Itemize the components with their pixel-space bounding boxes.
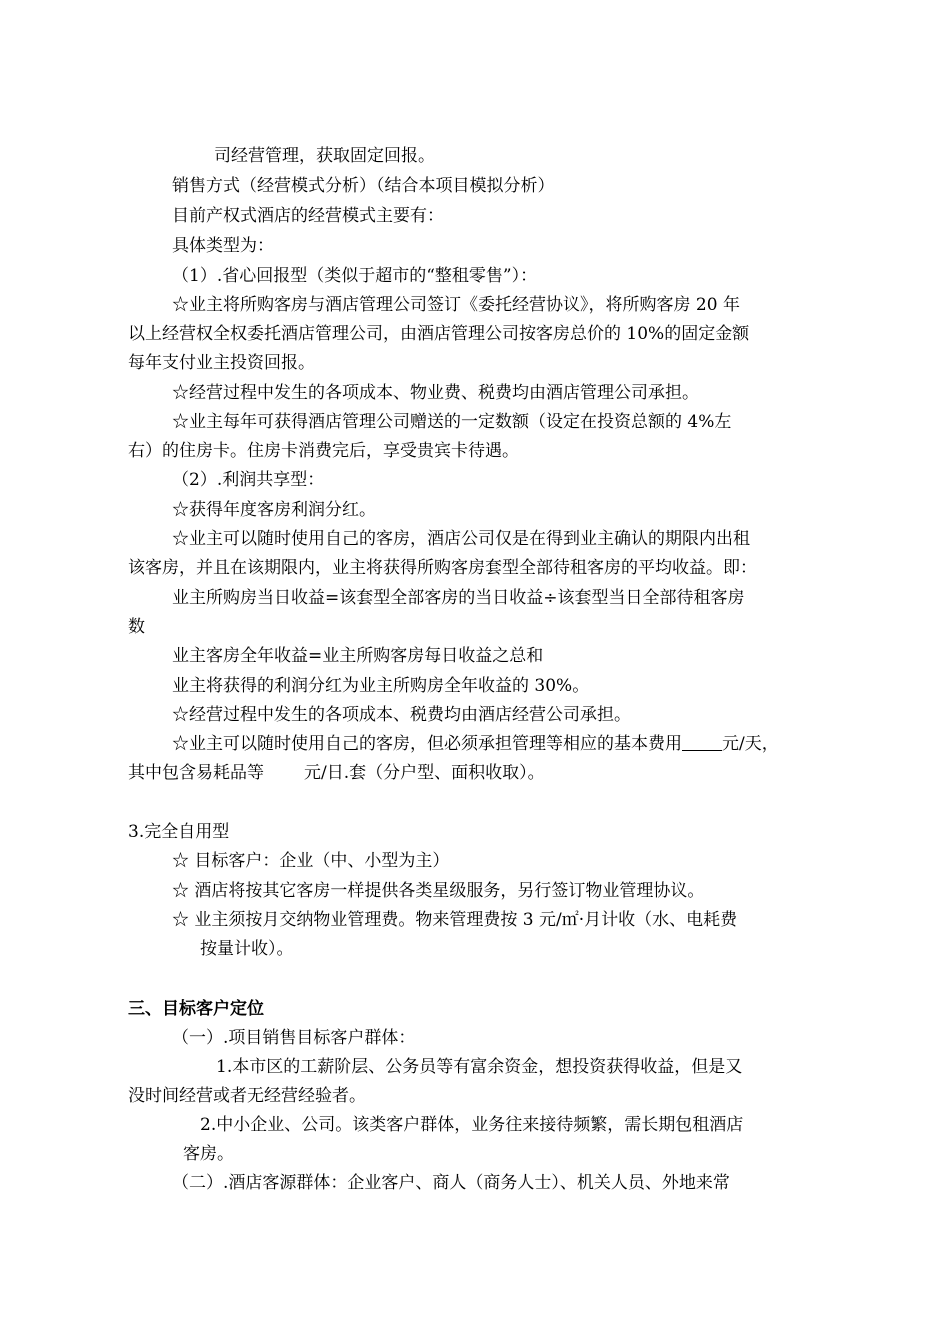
text-line: 业主客房全年收益=业主所购客房每日收益之总和 [172, 646, 544, 666]
text-line: 2.中小企业、公司。该类客户群体，业务往来接待频繁，需长期包租酒店 [200, 1115, 744, 1135]
subsection-heading: （二）.酒店客源群体：企业客户、商人（商务人士）、机关人员、外地来常 [172, 1173, 730, 1193]
text-line: 目前产权式酒店的经营模式主要有： [172, 206, 444, 226]
text-line: ☆获得年度客房利润分红。 [172, 500, 376, 520]
text-fragment: 其中包含易耗品等 [128, 763, 264, 783]
list-item: ☆ 业主须按月交纳物业管理费。物来管理费按 3 元/㎡·月计收（水、电耗费 [172, 910, 738, 930]
text-line: 该客房，并且在该期限内，业主将获得所购客房套型全部待租客房的平均收益。即： [128, 558, 757, 578]
text-line: ☆经营过程中发生的各项成本、物业费、税费均由酒店管理公司承担。 [172, 383, 699, 403]
text-line: 按量计收）。 [200, 939, 294, 959]
text-line: ☆业主可以随时使用自己的客房，酒店公司仅是在得到业主确认的期限内出租 [172, 529, 750, 549]
text-line: 右）的住房卡。住房卡消费完后，享受贵宾卡待遇。 [128, 441, 519, 461]
text-fragment: 元/天， [722, 734, 779, 754]
text-line: 数 [128, 617, 145, 637]
text-line: 客房。 [183, 1144, 234, 1164]
text-line: 具体类型为： [172, 236, 274, 256]
subsection-heading: （一）.项目销售目标客户群体： [172, 1028, 416, 1048]
text-line: 销售方式（经营模式分析）（结合本项目模拟分析） [172, 176, 555, 196]
text-line: 没时间经营或者无经营经验者。 [128, 1086, 366, 1106]
text-line: 1.本市区的工薪阶层、公务员等有富余资金，想投资获得收益，但是又 [216, 1057, 743, 1077]
text-line: 司经营管理，获取固定回报。 [214, 146, 435, 166]
fill-in-blank [682, 734, 722, 751]
list-item: ☆ 目标客户：企业（中、小型为主） [172, 851, 450, 871]
text-line: 以上经营权全权委托酒店管理公司，由酒店管理公司按客房总价的 10%的固定金额 [128, 324, 750, 344]
text-fragment: ☆业主可以随时使用自己的客房，但必须承担管理等相应的基本费用 [172, 734, 682, 754]
text-line: 每年支付业主投资回报。 [128, 353, 315, 373]
text-line: ☆业主每年可获得酒店管理公司赠送的一定数额（设定在投资总额的 4%左 [172, 412, 732, 432]
text-line: ☆经营过程中发生的各项成本、税费均由酒店经营公司承担。 [172, 705, 631, 725]
text-line: 业主所购房当日收益=该套型全部客房的当日收益÷该套型当日全部待租客房 [172, 588, 745, 608]
text-line [128, 761, 545, 785]
text-line: 业主将获得的利润分红为业主所购房全年收益的 30%。 [172, 676, 590, 696]
subsection-heading: （1）.省心回报型（类似于超市的“整租零售”）： [172, 266, 538, 286]
section-heading: 三、目标客户定位 [128, 999, 264, 1019]
text-fragment: 元/日.套（分户型、面积收取）。 [304, 763, 545, 783]
text-line: ☆业主将所购客房与酒店管理公司签订《委托经营协议》，将所购客房 20 年 [172, 295, 740, 315]
subsection-heading: （2）.利润共享型： [172, 470, 325, 490]
subsection-heading: 3.完全自用型 [128, 822, 230, 842]
text-line [172, 732, 779, 756]
list-item: ☆ 酒店将按其它客房一样提供各类星级服务，另行签订物业管理协议。 [172, 881, 705, 901]
